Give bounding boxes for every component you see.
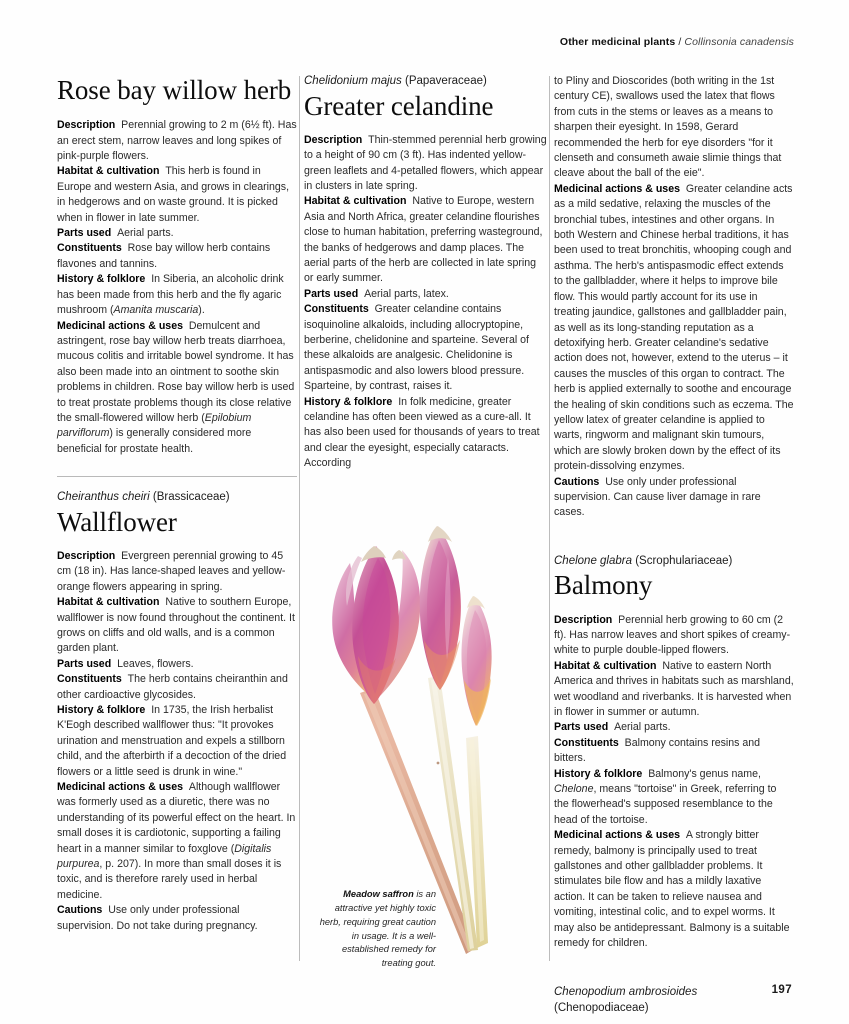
running-head-label: Other medicinal plants	[559, 36, 676, 48]
column-2	[304, 74, 547, 969]
entry-family: (Scrophulariaceae)	[635, 554, 733, 567]
section-habitat: Habitat & cultivation This herb is found in Europe and western Asia, and grows in clearings, in hedgerows and on waste ground. It is picked when in flower in late summer.	[57, 165, 290, 224]
entry-body	[57, 549, 297, 934]
photo-block	[304, 488, 547, 993]
section-parts-used: Parts used Leaves, flowers.	[57, 657, 194, 670]
page-number: 197	[771, 984, 792, 996]
section-constituents: Constituents Rose bay willow herb contains flavones and tannins.	[57, 242, 271, 270]
section-parts-used: Parts used Aerial parts.	[554, 721, 671, 734]
photo-caption	[316, 888, 436, 972]
column-rule-right	[549, 76, 550, 961]
section-history: History & folklore In folk medicine, greater celandine has often been viewed as a cure-all. It has also been used for thousands of years to treat and clear the eyesight, especially cataracts. According	[304, 395, 540, 470]
section-parts-used: Parts used Aerial parts, latex.	[304, 287, 449, 300]
section-constituents: Constituents Balmony contains resins and bitters.	[554, 736, 761, 765]
section-history: History & folklore Balmony's genus name, Chelone, means "tortoise" in Greek, referring to the flowerhead's supposed resemblance to the head of the tortoise.	[554, 767, 777, 826]
section-description: Description Perennial herb growing to 60 cm (2 ft). Has narrow leaves and short spikes of creamy-white to purple double-lipped flowers.	[554, 613, 791, 657]
section-medicinal-actions: Medicinal actions & uses Greater celandine acts as a mild sedative, relaxing the muscles of the bronchial tubes, intestines and other organs. In both Western and Chinese herbal traditions, it has been used to treat bronchitis, whooping cough and asthma. The herb's antispasmodic effect extends to the gallbladder, where it helps to improve bile flow. This would partly account for its use in treating jaundice, gallstones and gallbladder pain, as well as its long-standing reputation as a detoxifying herb. Greater celandine's sedative action does not, however, extend to the uterus – it causes the muscles of this organ to contract. The herb is applied externally to soothe and encourage the healing of skin conditions such as eczema. The yellow latex of greater celandine is applied to warts, ringworm and malignant skin tumours, which are slowly broken down by the effect of its protein-dissolving enzymes.	[554, 182, 794, 473]
entry-family: (Brassicaceae)	[152, 491, 230, 504]
entry-body	[554, 613, 794, 952]
section-habitat: Habitat & cultivation Native to southern Europe, wallflower is now found throughout the continent. It grows on cliffs and old walls, and is a common garden plant.	[57, 596, 295, 655]
entry-greater-celandine	[304, 74, 547, 472]
entry-greater-celandine-continued	[554, 74, 794, 521]
section-medicinal-actions: Medicinal actions & uses Demulcent and astringent, rose bay willow herb treats diarrhoea, mucous colitis and irritable bowel syndrome. It has also been made into an ointment to soothe skin problems in children. Rose bay willow herb is used to treat prostate problems though its close relative the small-flowered willow herb (Epilobium parviflorum) is generally considered more beneficial for prostate health.	[57, 319, 295, 455]
entry-rose-bay-willow-herb	[57, 75, 297, 457]
section-description: Description Evergreen perennial growing to 45 cm (18 in). Has lance-shaped leaves and yellow-orange flowers appearing in spring.	[57, 549, 286, 593]
entry-divider	[57, 476, 297, 477]
entry-body	[554, 74, 794, 521]
section-habitat: Habitat & cultivation Native to Europe, western Asia and North Africa, greater celandine flourishes close to human habitation, preferring wasteground, the banks of hedgerows and damp places. The aerial parts of the herb are collected in late spring or early summer.	[304, 195, 543, 285]
section-description: Description Perennial growing to 2 m (6½ ft). Has an erect stem, narrow leaves and long spikes of pink-purple flowers.	[57, 119, 297, 163]
running-head-species: Collinsonia canadensis	[684, 36, 794, 48]
section-history: History & folklore In Siberia, an alcoholic drink has been made from this herb and the fly agaric mushroom (Amanita muscaria).	[57, 273, 284, 317]
entry-scientific-name: Chelidonium majus (Papaveraceae)	[304, 75, 487, 87]
entry-title: Balmony	[554, 570, 653, 601]
caption-subject: Meadow saffron	[343, 888, 414, 899]
column-1	[57, 74, 297, 952]
section-history-continued: to Pliny and Dioscorides (both writing in the 1st century CE), swallows used the latex that flows from cuts in the stems or leaves as a means to sharpen their eyesight. In 1598, Gerard recommended the herb for eye disorders "for it clenseth and consumeth awaie slimie things that cleave about the ball of the eie".	[554, 75, 782, 180]
running-head-separator: /	[675, 36, 685, 48]
entry-title: Wallflower	[57, 506, 177, 537]
section-parts-used: Parts used Aerial parts.	[57, 227, 174, 240]
caption-text: is an attractive yet highly toxic herb, requiring great caution in usage. It is a well-established remedy for treating gout.	[319, 888, 436, 969]
entry-title: Greater celandine	[304, 90, 494, 121]
section-cautions: Cautions Use only under professional supervision. Can cause liver damage in rare cases.	[554, 475, 761, 519]
entry-family: (Chenopodiaceae)	[554, 1001, 649, 1014]
entry-scientific-name: Chenopodium ambrosioides (Chenopodiaceae)	[554, 986, 698, 1014]
section-medicinal-actions: Medicinal actions & uses Although wallflower was formerly used as a diuretic, there was no understanding of its powerful effect on the heart. In small doses it is cardiotonic, supporting a failing heart in a manner similar to foxglove (Digitalis purpurea, p. 207). In more than small doses it is toxic, and is therefore rarely used in herbal medicine.	[57, 781, 296, 901]
entry-balmony	[554, 554, 794, 952]
entry-family: (Papaveraceae)	[405, 75, 487, 87]
section-description: Description Thin-stemmed perennial herb growing to a height of 90 cm (3 ft). Has indented yellow-green leaflets and 4-petalled flowers, which appear in clusters in late spring.	[304, 133, 547, 192]
entry-scientific-name: Chelone glabra (Scrophulariaceae)	[554, 554, 733, 567]
section-medicinal-actions: Medicinal actions & uses A strongly bitter remedy, balmony is principally used to treat gallstones and other gallbladder problems. It stimulates bile flow and has a mildly laxative action. It can be taken to relieve nausea and vomiting, intestinal colic, and to expel worms. It may also be antidepressant. Balmony is a suitable remedy for children.	[554, 829, 790, 950]
section-constituents: Constituents The herb contains cheiranthin and other cardioactive glycosides.	[57, 673, 288, 701]
entry-wallflower	[57, 490, 297, 934]
running-head	[560, 36, 794, 48]
section-history: History & folklore In 1735, the Irish herbalist K'Eogh described wallflower thus: "It provokes urination and menstruation and expels a stillborn child, and the afterbirth if a decoction of the dried flowers or a little seed is drunk in wine."	[57, 703, 287, 778]
section-constituents: Constituents Greater celandine contains isoquinoline alkaloids, including allocryptopine, berberine, chelidonine and sparteine. Several of these alkaloids are analgesic. Chelidonine is antispasmodic and also lowers blood pressure. Sparteine, by contrast, raises it.	[304, 303, 529, 393]
entry-scientific-name: Cheiranthus cheiri (Brassicaceae)	[57, 491, 230, 504]
entry-body	[57, 118, 297, 457]
entry-chenopodium-teaser	[554, 985, 794, 1016]
entry-title: Rose bay willow herb	[57, 75, 292, 105]
entry-body	[304, 133, 547, 472]
section-habitat: Habitat & cultivation Native to eastern North America and thrives in habitats such as marshland, wet woodland and riverbanks. It is harvested when in flower in summer or autumn.	[554, 659, 794, 718]
section-cautions: Cautions Use only under professional supervision. Do not take during pregnancy.	[57, 904, 258, 932]
